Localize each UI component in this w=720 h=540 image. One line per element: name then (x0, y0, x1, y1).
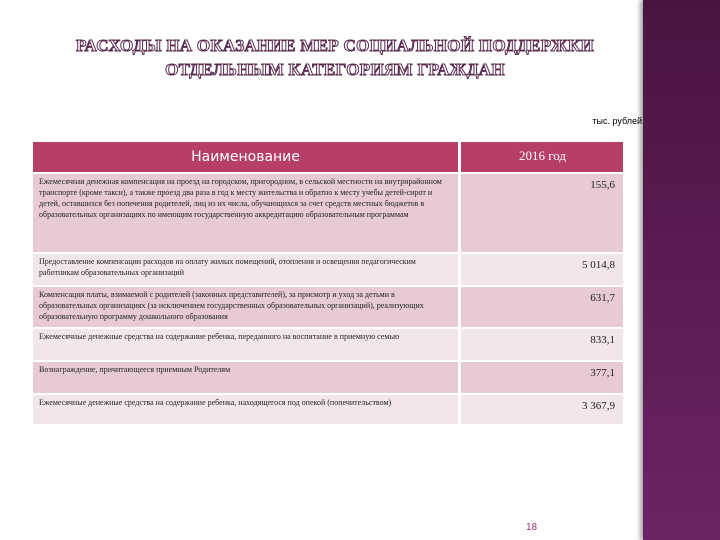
row-name: Вознаграждение, причитающееся приемным Родителям (33, 362, 458, 393)
decorative-side-panel (643, 0, 720, 540)
table-row (33, 362, 623, 393)
table-row (33, 395, 623, 424)
page-number: 18 (526, 522, 538, 533)
table-row (33, 254, 623, 285)
row-name: Компенсация платы, взимаемой с родителей (законных представителей), за присмотр и уход за детьми в образовательных организациях (за исключением государственных образовательных организаций), реализующих образовательную программу дошкольного образования (33, 287, 458, 327)
header-name: Наименование (33, 142, 458, 172)
row-name: Ежемесячные денежные средства на содержание ребенка, переданного на воспитание в приемную семью (33, 329, 458, 360)
expenses-table (33, 140, 623, 426)
row-name: Ежемесячные денежные средства на содержание ребенка, находящегося под опекой (попечительством) (33, 395, 458, 424)
header-year: 2016 год (458, 142, 623, 172)
table-row (33, 287, 623, 327)
row-value: 377,1 (458, 362, 623, 393)
row-value: 155,6 (458, 174, 623, 252)
row-name: Ежемесячная денежная компенсация на проезд на городском, пригородном, в сельской местности на внутрирайонном транспорте (кроме такси), а также проезд два раза в год к месту жительства и обратно к месту учебы детей-сирот и детей, оставшихся без попечения родителей, лиц из их числа, обучающихся за счет средств местных бюджетов в образовательных организациях по имеющим государственную аккредитацию образовательным программам (33, 174, 458, 252)
row-value: 3 367,9 (458, 395, 623, 424)
row-name: Предоставление компенсации расходов на оплату жилых помещений, отопления и освещения педагогическим работникам образовательных организаций (33, 254, 458, 285)
table-row (33, 329, 623, 360)
table-row (33, 174, 623, 252)
slide-title: РАСХОДЫ НА ОКАЗАНИЕ МЕР СОЦИАЛЬНОЙ ПОДДЕРЖКИ ОТДЕЛЬНЫМ КАТЕГОРИЯМ ГРАЖДАН (75, 36, 595, 79)
row-value: 631,7 (458, 287, 623, 327)
row-value: 833,1 (458, 329, 623, 360)
units-label: тыс. рублей (592, 116, 642, 126)
row-value: 5 014,8 (458, 254, 623, 285)
